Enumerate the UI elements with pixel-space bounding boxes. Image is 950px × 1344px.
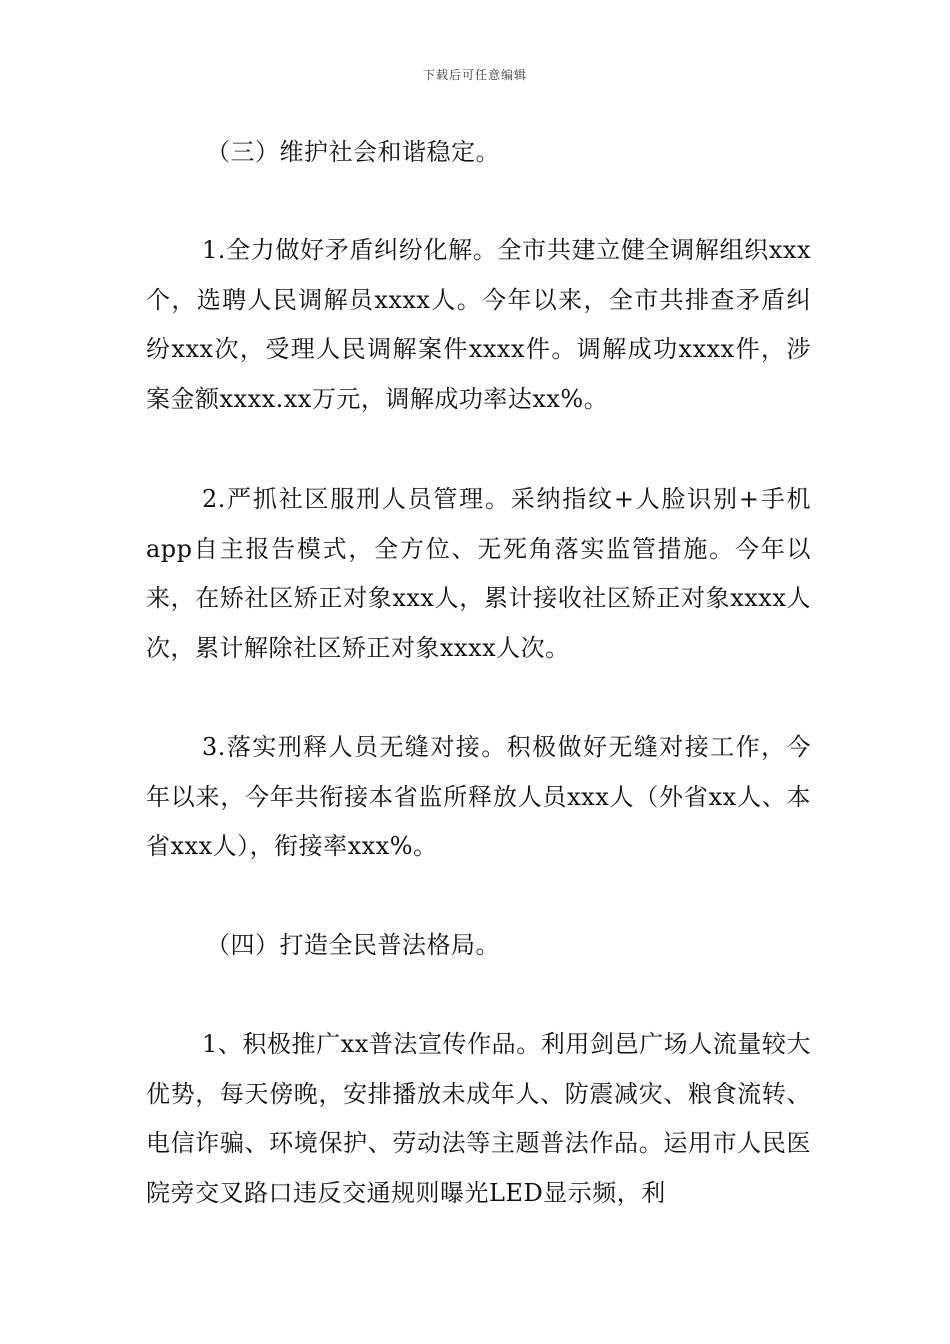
header-note: 下载后可任意编辑	[422, 68, 527, 82]
paragraph-1: 1.全力做好矛盾纠纷化解。全市共建立健全调解组织xxx个，选聘人民调解员xxxx人。今年以来，全市共排查矛盾纠纷xxx次，受理人民调解案件xxxx件。调解成功xxxx件，涉案金额xxxx.xx万元，调解成功率达xx%。	[146, 236, 811, 413]
section-heading-3: （三）维护社会和谐稳定。	[206, 138, 500, 166]
paragraph-4: 1、积极推广xx普法宣传作品。利用剑邑广场人流量较大优势，每天傍晚，安排播放未成年人、防震减灾、粮食流转、电信诈骗、环境保护、劳动法等主题普法作品。运用市人民医院旁交叉路口违反交通规则曝光LED显示频，利	[146, 1030, 811, 1207]
section-heading-4: （四）打造全民普法格局。	[206, 931, 500, 959]
paragraph-2: 2.严抓社区服刑人员管理。采纳指纹+人脸识别+手机app自主报告模式，全方位、无死角落实监管措施。今年以来，在矫社区矫正对象xxx人，累计接收社区矫正对象xxxx人次，累计解除社区矫正对象xxxx人次。	[146, 485, 811, 662]
paragraph-3: 3.落实刑释人员无缝对接。积极做好无缝对接工作，今年以来，今年共衔接本省监所释放人员xxx人（外省xx人、本省xxx人），衔接率xxx%。	[146, 733, 811, 860]
